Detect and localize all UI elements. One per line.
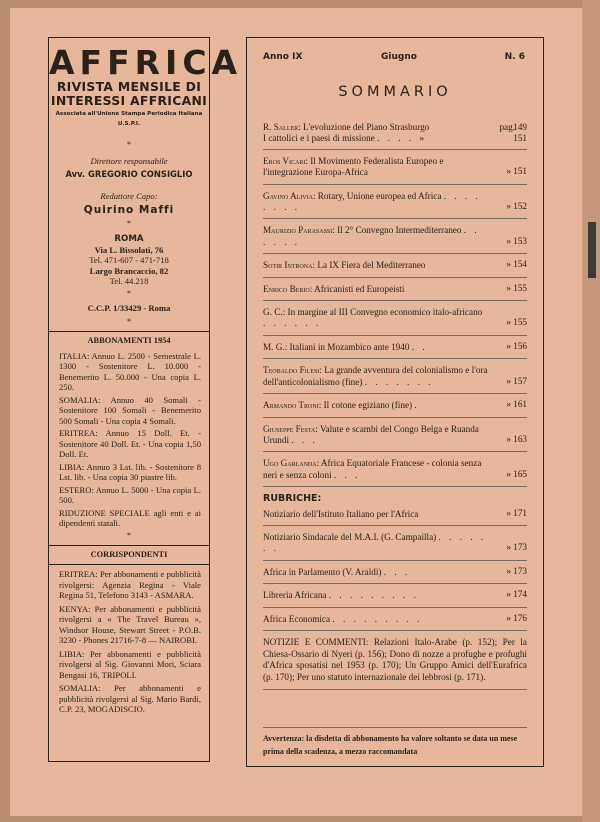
issue-number: N. 6 <box>504 52 525 62</box>
ccp-number: C.C.P. 1/33429 - Roma <box>87 302 171 313</box>
entry-author: R. Saller: <box>263 122 301 132</box>
entry-author: G. C.: <box>263 307 286 318</box>
contents-entry: M. G.: Italiani in Mozambico ante 1940 . . » 156 <box>263 342 527 359</box>
rubrica-page: » 171 <box>506 507 527 518</box>
direttore-label: Direttore responsabile <box>90 156 168 166</box>
pag-label: pag. <box>499 122 515 132</box>
abbonamenti-title: ABBONAMENTI 1954 <box>87 336 171 345</box>
entry-page: 151 <box>513 133 527 144</box>
issue-year: Anno IX <box>263 52 303 62</box>
entry-author: Teobaldo Filesi: <box>263 365 322 376</box>
rubriche-title: RUBRICHE: <box>263 493 322 505</box>
entry-title: Il 2° Convegno Intermediterraneo <box>337 225 462 236</box>
entry-author: Giuseppe Festa: <box>263 423 318 434</box>
sommario-title: SOMMARIO <box>338 84 452 100</box>
corrispondente-libia: LIBIA: Per abbonamenti e pubblicità rivolgersi al Sig. Giovanni Mori, Sciara Bengasi 16, TRIPOLI. <box>59 648 201 680</box>
entry-page: » 156 <box>506 340 527 351</box>
rubrica-page: » 173 <box>506 565 527 576</box>
corrispondente-eritrea: ERITREA: Per abbonamenti e pubblicità rivolgersi: Agenzia Regina - Viale Regina 51, Telefono 3143 - ASMARA. <box>59 569 201 600</box>
page-spine <box>582 0 600 822</box>
entry-author: Armando Troni: <box>263 400 322 411</box>
binding-tab <box>588 222 596 278</box>
entry-author: Eros Vicari: <box>263 155 308 166</box>
abbonamento-riduzione: RIDUZIONE SPECIALE agli enti e ai dipendenti statali. <box>59 507 201 528</box>
association-line: Associata all'Unione Stampa Periodica Italiana <box>55 111 203 117</box>
abbonamento-estero: ESTERO: Annuo L. 5000 - Una copia L. 500. <box>59 484 201 505</box>
abbonamento-somalia: SOMALIA: Annuo 40 Somali - Sostenitore 100 Somali - Benemerito 500 Somali - Una copia 4 Somali. <box>59 394 201 426</box>
entry-title: L'evoluzione del Piano Strasburgo <box>303 122 430 132</box>
avvertenza-note: Avvertenza: la disdetta di abbonamento ha valore soltanto se data un mese prima della scadenza, a mezzo raccomandata <box>263 727 527 758</box>
contents-entry: Armando Troni: Il cotone egiziano (fine) . » 161 <box>263 400 527 417</box>
rubrica-entry: Libreria Africana . . . . . . . . . » 174 <box>263 590 527 607</box>
rubrica-title: Libreria Africana <box>263 590 327 601</box>
contents-entry: Gavino Alivia: Rotary, Unione europea ed Africa . . . . . . . . » 152 <box>263 191 527 220</box>
entry-title: I cattolici e i paesi di missione <box>263 133 375 144</box>
star-divider: * <box>127 288 131 298</box>
contents-entry: Maurizio Parasassi: Il 2° Convegno Intermediterraneo . . . . . . » 153 <box>263 225 527 254</box>
rubrica-entry: Africa in Parlamento (V. Araldi) . . . » 173 <box>263 567 527 584</box>
star-divider: * <box>127 530 131 540</box>
corrispondente-somalia: SOMALIA: Per abbonamenti e pubblicità rivolgersi al Sig. Mario Bardi, C.P. 23, MOGADISCIO. <box>59 683 201 714</box>
contents-box <box>246 37 544 767</box>
entry-page: » 154 <box>506 259 527 270</box>
association-abbr: U.S.P.I. <box>117 121 141 127</box>
section-divider <box>49 545 209 546</box>
rubrica-entry <box>263 509 527 526</box>
entry-author: Enrico Berio: <box>263 283 313 294</box>
address-line-2: Tel. 471-607 - 471-718 <box>89 255 169 265</box>
entry-title: La IX Fiera del Mediterraneo <box>317 260 426 271</box>
contents-entry <box>263 260 527 277</box>
rubrica-page: » 173 <box>506 542 527 553</box>
entry-author: Maurizio Parasassi: <box>263 225 335 236</box>
entry-author: Sotir Introna: <box>263 260 316 271</box>
entry-page: » 165 <box>506 468 527 479</box>
entry-page: » 153 <box>506 235 527 246</box>
entry-author: M. G.: <box>263 341 288 352</box>
entry-page: 149 <box>513 122 527 132</box>
entry-author: Gavino Alivia: <box>263 190 316 201</box>
entry-title: Italiani in Mozambico ante 1940 <box>289 341 410 352</box>
redattore-label: Redattore Capo: <box>100 191 158 201</box>
abbonamenti-list <box>59 351 201 529</box>
entry-page: » 152 <box>506 201 527 212</box>
contents-entry <box>263 156 527 185</box>
entry-title: Valute e scambi del Congo Belga e Ruanda Urundi <box>263 423 479 445</box>
corrispondenti-list <box>59 569 201 715</box>
rubrica-title: Notiziario Sindacale del M.A.I. (G. Campailla) <box>263 531 437 542</box>
magazine-subtitle-2: INTERESSI AFFRICANI <box>50 93 208 108</box>
contents-entry <box>263 284 527 301</box>
contents-entry: Ugo Garlanda: Africa Equatoriale Francese - colonia senza neri e senza coloni . . . » 165 <box>263 458 527 487</box>
notizie-commenti: NOTIZIE E COMMENTI: Relazioni Italo-Arabe (p. 152); Per la Chiesa-Ossario di Nyeri (p. 156); Dono di nozze a profughe e profughi d'Africa sposatisi nel 1953 (p. 170); Un Gruppo Amici dell'Eurafrica (p. 170); Per uno statuto internazionale dei lebbrosi (p. 171). <box>263 637 527 690</box>
city: ROMA <box>114 234 144 244</box>
entry-title: Il Movimento Federalista Europeo e l'integrazione Europa-Africa <box>263 155 444 178</box>
rubrica-entry: Notiziario Sindacale del M.A.I. (G. Campailla) . . . . . . . » 173 <box>263 532 527 561</box>
entry-title: Africanisti ed Europeisti <box>314 283 405 294</box>
magazine-subtitle-1: RIVISTA MENSILE DI <box>56 79 202 94</box>
contents-entry: G. C.: In margine al III Convegno economico italo-africano . . . . . . » 155 <box>263 307 527 336</box>
entry-title: La grande avventura del colonialismo e l'ora dell'anticolonialismo (fine) <box>263 365 488 387</box>
address-line-4: Tel. 44.218 <box>109 276 149 286</box>
star-divider: * <box>127 219 131 228</box>
redattore-name: Quirino Maffi <box>83 203 175 216</box>
entry-page: » 151 <box>506 166 527 177</box>
entry-title: Africa Equatoriale Francese - colonia senza neri e senza coloni <box>263 458 482 480</box>
abbonamento-libia: LIBIA: Annuo 3 Lst. lib. - Sostenitore 8 Lst. lib. - Una copia 30 piastre lib. <box>59 461 201 482</box>
rubrica-title: Notiziario dell'Istituto Italiano per l'Africa <box>263 508 419 519</box>
corrispondenti-title: CORRISPONDENTI <box>90 549 168 559</box>
entry-page: » 157 <box>506 375 527 386</box>
entry-page: » 155 <box>506 317 527 328</box>
entry-title: Il cotone egiziano (fine) <box>323 400 413 411</box>
rubrica-title: Africa in Parlamento (V. Araldi) <box>263 566 382 577</box>
abbonamento-eritrea: ERITREA: Annuo 15 Doll. Et. - Sostenitore 40 Doll. Et. - Una copia 1,50 Doll. Et. <box>59 428 201 459</box>
star-divider: * <box>127 317 131 326</box>
section-divider <box>49 564 209 565</box>
corrispondente-kenya: KENYA: Per abbonamenti e pubblicità rivolgersi a « The Travel Bureau », Windsor House, Stewart Street - P.O.B. 3230 - Phones 21716-7-8 — NAIROBI. <box>59 603 201 645</box>
star-divider: * <box>127 140 131 149</box>
contents-entry: R. Saller: L'evoluzione del Piano Strasburgo pag. 149 I cattolici e i paesi di missione . . . . » 151 <box>263 122 527 150</box>
masthead-brand <box>49 43 243 128</box>
abbonamento-italia: ITALIA: Annuo L. 2500 - Semestrale L. 1300 - Sostenitore L. 10.000 - Benemerito L. 50.000 - Una copia L. 250. <box>59 350 201 392</box>
masthead-box <box>48 37 243 762</box>
rubrica-page: » 176 <box>506 612 527 623</box>
rubrica-entry: Africa Economica . . . . . . . . . » 176 <box>263 614 527 631</box>
entry-title: In margine al III Convegno economico italo-africano <box>287 307 483 318</box>
entry-page: » 163 <box>506 433 527 444</box>
section-divider <box>49 331 209 332</box>
entry-page: » 161 <box>506 399 527 410</box>
direttore-name: Avv. GREGORIO CONSIGLIO <box>65 168 193 179</box>
entry-author: Ugo Garlanda: <box>263 458 320 469</box>
contents-list <box>263 122 527 690</box>
rubrica-page: » 174 <box>506 589 527 600</box>
magazine-title: AFFRICA <box>49 43 243 82</box>
address-line-1: Via L. Bissolati, 76 <box>94 244 164 255</box>
issue-month: Giugno <box>381 52 417 62</box>
contents-entry: Teobaldo Filesi: La grande avventura del colonialismo e l'ora dell'anticolonialismo (fine) . . . . . . . » 157 <box>263 365 527 394</box>
contents-entry: Giuseppe Festa: Valute e scambi del Congo Belga e Ruanda Urundi . . . » 163 <box>263 424 527 453</box>
rubrica-title: Africa Economica <box>263 613 331 624</box>
entry-title: Rotary, Unione europea ed Africa <box>317 190 442 201</box>
entry-page: » 155 <box>506 282 527 293</box>
address-line-3: Largo Brancaccio, 82 <box>89 265 169 276</box>
